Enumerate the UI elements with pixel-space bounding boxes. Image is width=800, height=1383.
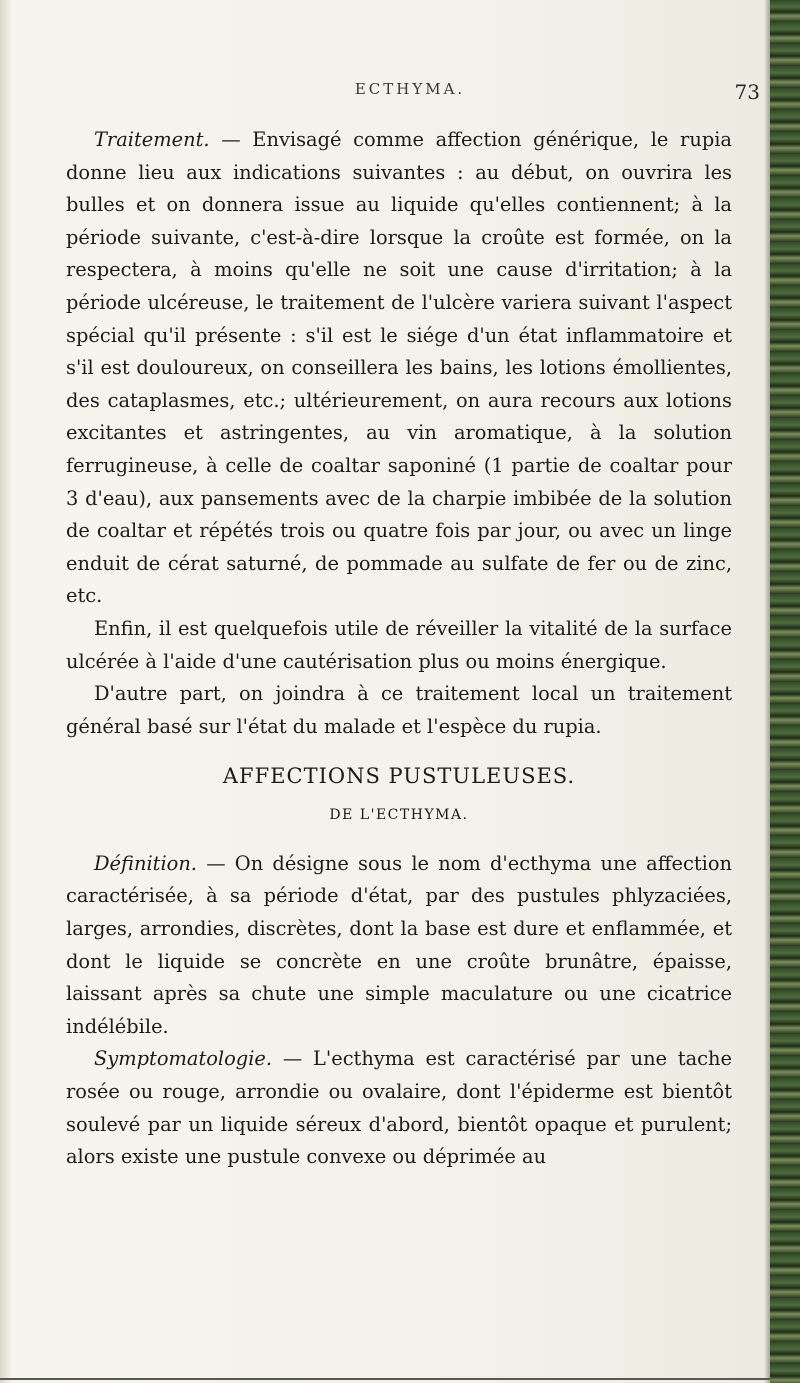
running-head: ECTHYMA.: [354, 80, 466, 98]
paragraph-enfin: Enfin, il est quelquefois utile de réveiller la vitalité de la surface ulcérée à l'aide d'une cautérisation plus ou moins énergique.: [66, 616, 732, 673]
paragraph-traitement: [66, 124, 732, 613]
page-gutter-shadow: [0, 0, 12, 1383]
paragraph-label: Définition.: [94, 851, 197, 875]
paragraph-text: — Envisagé comme affection générique, le rupia donne lieu aux indications suivantes : au début, on ouvrira les bulles et on donnera issue au liquide qu'elles contiennent; à la période suivante, c'est-à-dire lorsque la croûte est formée, on la respectera, à moins qu'elle ne soit une cause d'irritation; à la période ulcéreuse, le traitement de l'ulcère variera suivant l'aspect spécial qu'il présente : s'il est le siége d'un état inflammatoire et s'il est douloureux, on conseillera les bains, les lotions émollientes, des cataplasmes, etc.; ultérieurement, on aura recours aux lotions excitantes et astringentes, au vin aromatique, à la solution ferrugineuse, à celle de coaltar saponiné (1 partie de coaltar pour 3 d'eau), aux pansements avec de la charpie imbibée de la solution de coaltar et répétés trois ou quatre fois par jour, ou avec un linge enduit de cérat saturné, de pommade au sulfate de fer ou de zinc, etc.: [66, 128, 732, 608]
page-number: 73: [734, 80, 760, 104]
paragraph-label: Symptomatologie.: [94, 1047, 273, 1071]
paragraph-autre-part: D'autre part, on joindra à ce traitement local un traitement général basé sur l'état du malade et l'espèce du rupia.: [66, 682, 732, 738]
bottom-edge-line: [0, 1378, 770, 1380]
marbled-book-edge: [770, 0, 800, 1383]
paragraph-text: — L'ecthyma est caractérisé par une tache rosée ou rouge, arrondie ou ovalaire, dont l'épiderme est bientôt soulevé par un liquide séreux d'abord, bientôt opaque et purulent; alors existe une pustule convexe ou déprimée au: [66, 1047, 732, 1169]
paragraph-text: — On désigne sous le nom d'ecthyma une affection caractérisée, à sa période d'état, par des pustules phlyzaciées, larges, arrondies, discrètes, dont la base est dure et enflammée, et dont le liquide se concrète en une croûte brunâtre, épaisse, laissant après sa chute une simple maculature ou une cicatrice indélébile.: [66, 851, 732, 1038]
paragraph-symptomatologie: [66, 1043, 732, 1173]
section-title: AFFECTIONS PUSTULEUSES.: [222, 764, 576, 789]
body-text: [66, 124, 732, 1174]
paragraph-label: Traitement.: [94, 128, 210, 151]
page-header: [60, 80, 760, 110]
paragraph-definition: [66, 848, 732, 1044]
section-subtitle: DE L'ECTHYMA.: [329, 807, 469, 824]
